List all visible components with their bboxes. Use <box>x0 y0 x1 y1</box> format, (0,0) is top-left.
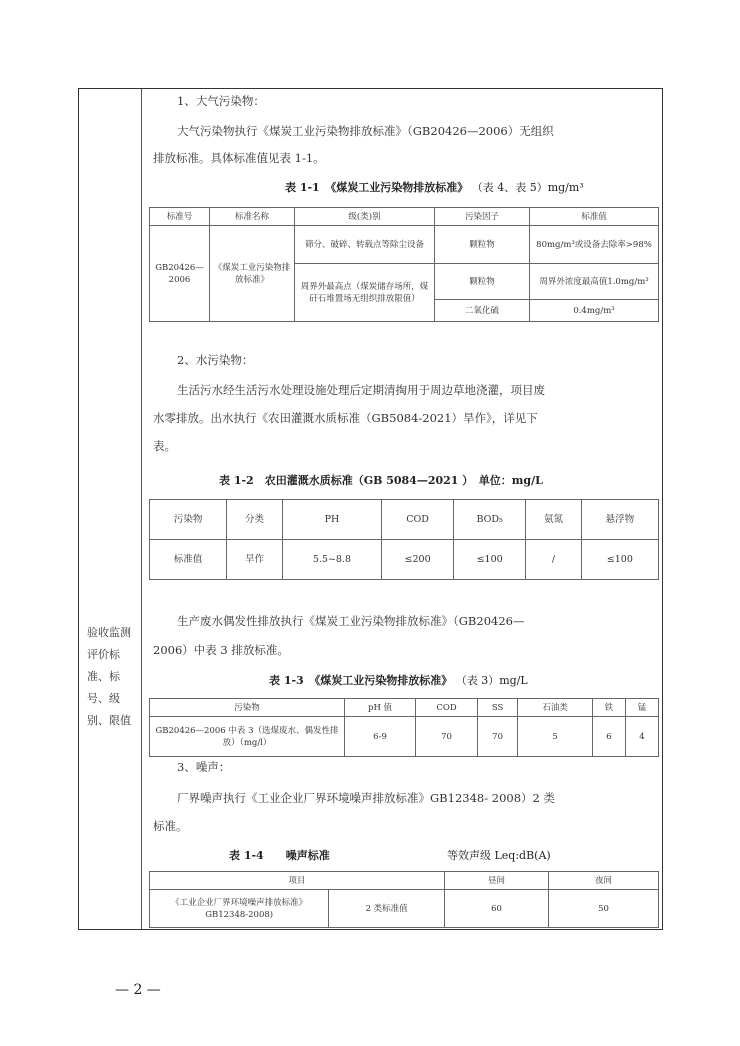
cell-value: 周界外浓度最高值1.0mg/m³ <box>530 264 659 300</box>
section2-line5: 2006）中表 3 排放标准。 <box>153 643 289 657</box>
table-row <box>150 890 659 928</box>
table4-caption-note: 等效声级 Leq:dB(A) <box>447 849 551 862</box>
cell-label: 标准值 <box>150 540 227 580</box>
table-1-3 <box>149 698 659 757</box>
cell-day: 60 <box>444 890 548 928</box>
th-suspended: 悬浮物 <box>581 500 658 540</box>
cell-std-name: 《煤炭工业污染物排放标准》 <box>210 226 295 322</box>
th-class: 级(类)别 <box>295 208 435 226</box>
th-pollutant: 污染物 <box>150 500 227 540</box>
side-label: 验收监测评价标准、标号、级别、限值 <box>87 626 131 727</box>
cell-cod: 70 <box>416 717 478 757</box>
table3-caption-title: 表 1-3 《煤炭工业污染物排放标准》 <box>269 674 453 687</box>
table-row <box>150 500 659 540</box>
cell-factor: 颗粒物 <box>435 226 530 264</box>
table1-caption <box>285 179 584 195</box>
table-row <box>150 226 659 264</box>
section2-line3: 表。 <box>153 439 176 453</box>
form-frame <box>78 88 663 930</box>
cell-night: 50 <box>549 890 659 928</box>
table3-caption <box>269 672 528 688</box>
cell-iron: 6 <box>592 717 625 757</box>
th-petroleum: 石油类 <box>518 699 593 717</box>
table1-caption-note: （表 4、表 5）mg/m³ <box>471 181 584 194</box>
cell-ph: 6-9 <box>345 717 416 757</box>
th-cod: COD <box>382 500 454 540</box>
cell-class: 筛分、破碎、转载点等除尘设备 <box>295 226 435 264</box>
cell-manganese: 4 <box>625 717 658 757</box>
table-row <box>150 540 659 580</box>
cell-ammonia: / <box>526 540 581 580</box>
th-ss: SS <box>477 699 517 717</box>
cell-category: 旱作 <box>227 540 282 580</box>
th-bod5: BOD₅ <box>453 500 525 540</box>
cell-value: 0.4mg/m³ <box>530 300 659 322</box>
section1-heading: 1、大气污染物： <box>177 94 265 108</box>
cell-suspended: ≤100 <box>581 540 658 580</box>
table4-caption-left <box>229 847 330 863</box>
cell-factor: 二氧化硫 <box>435 300 530 322</box>
table2-caption: 表 1-2 农田灌溉水质标准（GB 5084—2021 ） 单位：mg/L <box>219 474 543 487</box>
th-manganese: 锰 <box>625 699 658 717</box>
section3-heading: 3、噪声： <box>177 760 231 774</box>
th-item: 项目 <box>150 872 445 890</box>
section3-line2: 标准。 <box>153 819 188 833</box>
section2-line4: 生产废水偶发性排放执行《煤炭工业污染物排放标准》（GB20426— <box>177 614 525 628</box>
table-1-2 <box>149 499 659 580</box>
th-factor: 污染因子 <box>435 208 530 226</box>
section2-heading: 2、水污染物： <box>177 353 254 367</box>
cell-cod: ≤200 <box>382 540 454 580</box>
th-ph: PH <box>282 500 382 540</box>
section1-line2: 排放标准。具体标准值见表 1-1。 <box>153 151 325 165</box>
th-ph: pH 值 <box>345 699 416 717</box>
th-iron: 铁 <box>592 699 625 717</box>
th-std-name: 标准名称 <box>210 208 295 226</box>
cell-value: 80mg/m³或设备去除率>98% <box>530 226 659 264</box>
th-pollutant: 污染物 <box>150 699 345 717</box>
cell-ss: 70 <box>477 717 517 757</box>
cell-ph: 5.5~8.8 <box>282 540 382 580</box>
cell-bod5: ≤100 <box>453 540 525 580</box>
cell-class: 2 类标准值 <box>329 890 445 928</box>
section1-line1: 大气污染物执行《煤炭工业污染物排放标准》（GB20426—2006）无组织 <box>177 124 554 138</box>
section3-line1: 厂界噪声执行《工业企业厂界环境噪声排放标准》GB12348- 2008）2 类 <box>177 791 555 805</box>
table-row <box>150 699 659 717</box>
table-1-1 <box>149 207 659 322</box>
cell-petroleum: 5 <box>518 717 593 757</box>
th-cod: COD <box>416 699 478 717</box>
page-number: — 2 — <box>115 982 161 998</box>
table-row <box>150 717 659 757</box>
cell-std-no: GB20426—2006 <box>150 226 210 322</box>
th-std-no: 标准号 <box>150 208 210 226</box>
cell-factor: 颗粒物 <box>435 264 530 300</box>
cell-standard-name: 《工业企业厂界环境噪声排放标准》GB12348-2008) <box>150 890 329 928</box>
section2-line1: 生活污水经生活污水处理设施处理后定期清掏用于周边草地浇灌，项目废 <box>177 383 545 397</box>
section2-line2: 水零排放。出水执行《农田灌溉水质标准（GB5084-2021）旱作》，详见下 <box>153 411 538 425</box>
th-category: 分类 <box>227 500 282 540</box>
table3-caption-note: （表 3）mg/L <box>455 674 528 687</box>
th-night: 夜间 <box>549 872 659 890</box>
cell-label: GB20426—2006 中表 3（选煤废水、偶发性排放）（mg/l） <box>150 717 345 757</box>
table1-caption-title: 表 1-1 《煤炭工业污染物排放标准》 <box>285 181 469 194</box>
table-1-4 <box>149 871 659 928</box>
cell-class: 周界外最高点（煤炭储存场所，煤矸石堆置场无组织排放限值） <box>295 264 435 322</box>
th-day: 昼间 <box>444 872 548 890</box>
left-label-column <box>79 89 142 929</box>
table-row <box>150 208 659 226</box>
th-value: 标准值 <box>530 208 659 226</box>
th-ammonia: 氨氮 <box>526 500 581 540</box>
table-row <box>150 872 659 890</box>
table4-caption-title: 表 1-4 噪声标准 <box>229 849 330 862</box>
